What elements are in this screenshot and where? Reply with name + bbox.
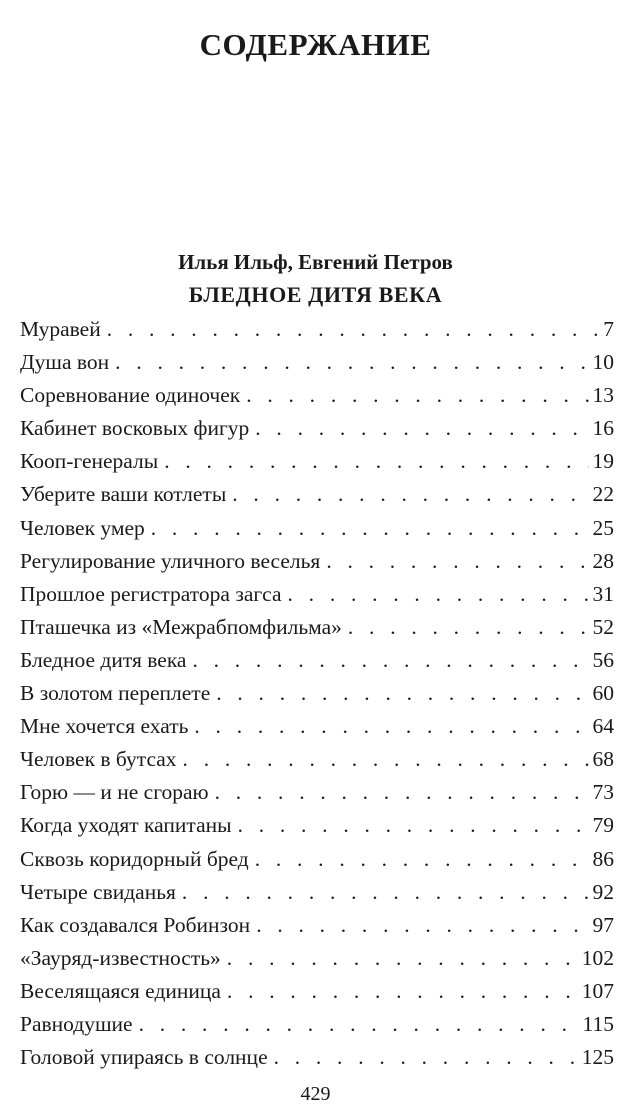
dot-leader (192, 644, 588, 677)
toc-entry-page: 125 (581, 1045, 614, 1070)
dot-leader (348, 611, 589, 644)
toc-entry-page: 92 (592, 879, 614, 904)
toc-entry-page: 22 (592, 482, 614, 507)
toc-entry-title: Четыре свиданья (20, 879, 176, 904)
toc-entry[interactable] (20, 809, 614, 842)
toc-entry-page: 86 (592, 846, 614, 871)
toc-entry-title: Мне хочется ехать (20, 714, 189, 739)
toc-entry-title: Регулирование уличного веселья (20, 548, 321, 573)
dot-leader (182, 876, 589, 909)
toc-entry-title: Горю — и не сгораю (20, 780, 209, 805)
toc-list (20, 313, 614, 1074)
dot-leader (274, 1041, 578, 1074)
toc-entry-page: 25 (592, 515, 614, 540)
dot-leader (227, 975, 578, 1008)
dot-leader (256, 909, 588, 942)
toc-entry[interactable] (20, 710, 614, 743)
page-title: СОДЕРЖАНИЕ (199, 26, 432, 62)
toc-entry-title: Пташечка из «Межрабпомфильма» (20, 614, 342, 639)
toc-entry-title: Соревнование одиночек (20, 383, 241, 408)
toc-entry-title: Равнодушие (20, 1011, 133, 1036)
toc-entry-page: 7 (603, 317, 614, 341)
toc-entry-title: В золотом переплете (20, 681, 211, 706)
toc-entry[interactable] (20, 743, 614, 776)
dot-leader (164, 445, 588, 478)
toc-entry[interactable] (20, 1041, 614, 1074)
dot-leader (232, 478, 588, 511)
toc-entry-page: 107 (581, 978, 614, 1003)
section-authors: Илья Ильф, Евгений Петров (178, 250, 453, 274)
toc-entry-title: Прошлое регистратора загса (20, 581, 282, 606)
toc-entry[interactable] (20, 942, 614, 975)
dot-leader (139, 1008, 579, 1041)
toc-entry-title: Человек в бутсах (20, 747, 177, 772)
dot-leader (238, 809, 589, 842)
toc-entry-page: 102 (581, 945, 614, 970)
toc-entry-page: 56 (592, 647, 614, 672)
toc-entry-page: 31 (592, 581, 614, 606)
toc-entry-title: Бледное дитя века (20, 647, 187, 672)
toc-entry-page: 73 (592, 780, 614, 805)
toc-entry[interactable] (20, 1008, 614, 1041)
toc-entry-title: Кабинет восковых фигур (20, 416, 250, 441)
toc-entry-title: Уберите ваши котлеты (20, 482, 227, 507)
dot-leader (215, 776, 589, 809)
toc-entry-page: 28 (592, 548, 614, 573)
dot-leader (115, 346, 588, 379)
page-number: 429 (300, 1083, 331, 1105)
toc-entry-title: Человек умер (20, 515, 145, 540)
dot-leader (255, 412, 588, 445)
toc-entry[interactable] (20, 975, 614, 1008)
toc-entry[interactable] (20, 512, 614, 545)
toc-entry-title: Кооп-генералы (20, 449, 159, 474)
dot-leader (107, 313, 600, 346)
toc-entry-page: 10 (592, 350, 614, 375)
toc-entry[interactable] (20, 545, 614, 578)
toc-entry[interactable] (20, 445, 614, 478)
toc-entry[interactable] (20, 876, 614, 909)
dot-leader (216, 677, 588, 710)
toc-entry[interactable] (20, 843, 614, 876)
toc-entry[interactable] (20, 644, 614, 677)
toc-entry[interactable] (20, 412, 614, 445)
toc-entry-title: Как создавался Робинзон (20, 912, 251, 937)
toc-entry[interactable] (20, 677, 614, 710)
toc-entry-page: 19 (592, 449, 614, 474)
dot-leader (326, 545, 588, 578)
toc-entry[interactable] (20, 909, 614, 942)
dot-leader (151, 512, 589, 545)
toc-entry[interactable] (20, 578, 614, 611)
toc-entry-title: Душа вон (20, 350, 110, 375)
toc-entry[interactable] (20, 313, 614, 346)
toc-entry[interactable] (20, 478, 614, 511)
toc-entry-title: Веселящаяся единица (20, 978, 221, 1003)
toc-entry[interactable] (20, 776, 614, 809)
dot-leader (288, 578, 589, 611)
toc-entry-title: Муравей (20, 317, 101, 341)
toc-entry-page: 97 (592, 912, 614, 937)
section-book-title: БЛЕДНОЕ ДИТЯ ВЕКА (188, 282, 443, 307)
toc-entry-page: 16 (592, 416, 614, 441)
toc-entry-title: «Зауряд-известность» (20, 945, 221, 970)
toc-entry-page: 115 (582, 1011, 614, 1036)
toc-entry-page: 52 (592, 614, 614, 639)
toc-entry-page: 68 (592, 747, 614, 772)
toc-entry-page: 13 (592, 383, 614, 408)
toc-entry[interactable] (20, 611, 614, 644)
toc-entry-page: 60 (592, 681, 614, 706)
toc-entry-title: Когда уходят капитаны (20, 813, 232, 838)
dot-leader (194, 710, 588, 743)
toc-entry-page: 64 (592, 714, 614, 739)
dot-leader (183, 743, 589, 776)
toc-entry[interactable] (20, 346, 614, 379)
dot-leader (227, 942, 578, 975)
toc-entry-page: 79 (592, 813, 614, 838)
toc-entry-title: Сквозь коридорный бред (20, 846, 249, 871)
toc-entry[interactable] (20, 379, 614, 412)
dot-leader (246, 379, 588, 412)
dot-leader (255, 843, 589, 876)
toc-entry-title: Головой упираясь в солнце (20, 1045, 268, 1070)
